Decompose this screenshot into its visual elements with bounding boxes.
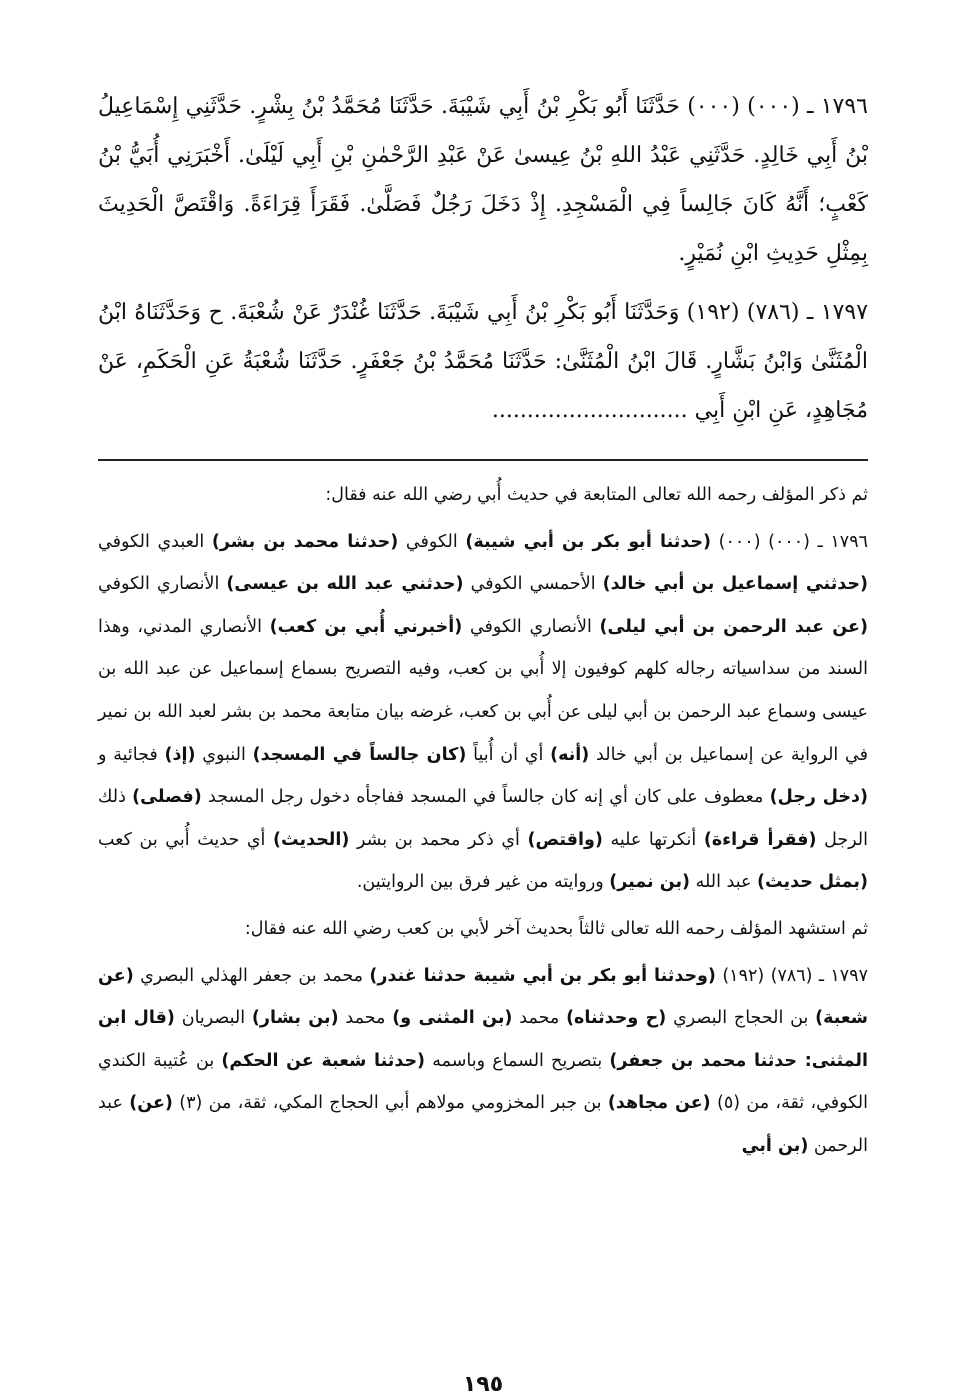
commentary-run: ذلك الرجل [98, 787, 868, 850]
emphasized-quote: (عن مجاهد) [607, 1093, 711, 1114]
emphasized-quote: (ح وحدثناه) [566, 1008, 667, 1029]
commentary-section [98, 474, 868, 1168]
commentary-run: النبوي [195, 744, 253, 765]
commentary-run: الأنصاري الكوفي [462, 616, 600, 637]
emphasized-quote: (عن) [129, 1093, 173, 1114]
commentary-paragraph-1796 [98, 521, 868, 904]
emphasized-quote: (بن نمير) [609, 872, 691, 893]
emphasized-quote: (عن عبد الرحمن بن أبي ليلى) [599, 616, 868, 637]
commentary-run: بن الحجاج البصري [666, 1008, 816, 1029]
emphasized-quote: (حدثنا محمد بن بشر) [211, 531, 399, 552]
commentary-run: البصريان [174, 1008, 252, 1029]
commentary-run: ١٧٩٦ ـ (٠٠٠) (٠٠٠) [711, 531, 868, 552]
commentary-run: أي ذكر محمد بن بشر [349, 829, 528, 850]
emphasized-quote: (وحدثنا أبو بكر بن أبي شيبة حدثنا غندر) [369, 965, 716, 986]
section-divider [98, 459, 868, 461]
emphasized-quote: (حدثني عبد الله بن عيسى) [226, 574, 464, 595]
emphasized-quote: (عن شعبة) [98, 965, 868, 1029]
commentary-run: بن جبر المخزومي مولاهم أبي الحجاج المكي، ثقة، من (٣) [172, 1093, 608, 1114]
commentary-run: وروايته من غير فرق بين الروايتين. [356, 872, 610, 893]
commentary-run: أنكرتها عليه [602, 829, 704, 850]
commentary-run: عبد الله [690, 872, 758, 893]
emphasized-quote: (أنه) [550, 744, 590, 765]
commentary-run: محمد بن جعفر الهذلي البصري [133, 965, 370, 986]
emphasized-quote: (حدثنا أبو بكر بن أبي شيبة) [465, 531, 712, 552]
commentary-paragraph-1797 [98, 955, 868, 1168]
commentary-intro-1796: ثم ذكر المؤلف رحمه الله تعالى المتابعة في حديث أُبي رضي الله عنه فقال: [325, 485, 868, 505]
commentary-run: بن عُتيبة الكندي الكوفي، ثقة، من (٥) [98, 1050, 868, 1114]
hadith-1796-text: ١٧٩٦ ـ (٠٠٠) (٠٠٠) حَدَّثَنَا أَبُو بَكْرِ بْنُ أَبِي شَيْبَةَ. حَدَّثَنَا مُحَمَّدُ بْنُ بِشْرٍ. حَدَّثَنِي إِسْمَاعِيلُ بْنُ أَبِي خَالِدٍ. حَدَّثَنِي عَبْدُ اللهِ بْنُ عِيسىٰ عَنْ عَبْدِ الرَّحْمٰنِ بْنِ أَبِي لَيْلَىٰ. أَخْبَرَنِي أُبَيُّ بْنُ كَعْبٍ؛ أَنَّهُ كَانَ جَالِساً فِي الْمَسْجِدِ. إِذْ دَخَلَ رَجُلٌ فَصَلَّىٰ. فَقَرَأَ قِرَاءَةً. وَاقْتَصَّ الْحَدِيثَ بِمِثْلِ حَدِيثِ ابْنِ نُمَيْرٍ. [98, 94, 868, 266]
commentary-run: محمد [338, 1008, 393, 1029]
emphasized-quote: (بن بشار) [251, 1008, 339, 1029]
commentary-run: العبدي الكوفي [98, 531, 212, 552]
commentary-intro-1797: ثم استشهد المؤلف رحمه الله تعالى ثالثاً بحديث آخر لأبي بن كعب رضي الله عنه فقال: [244, 918, 868, 939]
emphasized-quote: (حدثنا شعبة عن الحكم) [221, 1050, 426, 1071]
hadith-main-text [98, 82, 868, 435]
emphasized-quote: (بن أبي [741, 1135, 809, 1156]
commentary-run: الأحمسي الكوفي [463, 574, 603, 595]
emphasized-quote: (الحديث) [272, 829, 350, 850]
emphasized-quote: (بمثل حديث) [757, 872, 868, 893]
emphasized-quote: (حدثني إسماعيل بن أبي خالد) [602, 574, 868, 595]
emphasized-quote: (دخل رجل) [769, 787, 869, 808]
commentary-run: معطوف على كان أي إنه كان جالساً في المسجد ففاجأه دخول رجل المسجد [201, 787, 770, 808]
commentary-run: فجائية و [98, 744, 165, 765]
commentary-run: أي أن أُبياً [466, 744, 551, 765]
commentary-run: محمد [512, 1008, 567, 1029]
emphasized-quote: (فصلى) [132, 787, 202, 808]
commentary-run: الأنصاري الكوفي [98, 574, 227, 595]
emphasized-quote: (فقرأ قراءة) [703, 829, 817, 850]
commentary-run: الكوفي [398, 531, 466, 552]
emphasized-quote: (إذ) [164, 744, 196, 765]
commentary-run: عبد الرحمن [98, 1093, 868, 1156]
hadith-1797-text: ١٧٩٧ ـ (٧٨٦) (١٩٢) وَحَدَّثَنَا أَبُو بَكْرِ بْنُ أَبِي شَيْبَةَ. حَدَّثَنَا غُنْدَرٌ عَنْ شُعْبَةَ. ح وَحَدَّثَنَاهُ ابْنُ الْمُثَنَّىٰ وَابْنُ بَشَّارٍ. قَالَ ابْنُ الْمُثَنَّىٰ: حَدَّثَنَا مُحَمَّدُ بْنُ جَعْفَرٍ. حَدَّثَنَا شُعْبَةُ عَنِ الْحَكَمِ، عَنْ مُجَاهِدٍ، عَنِ ابْنِ أَبِي ............................ [98, 300, 869, 423]
emphasized-quote: (واقتص) [527, 829, 603, 850]
emphasized-quote: (قال ابن المثنى: حدثنا محمد بن جعفر) [98, 1008, 868, 1071]
book-page [98, 82, 869, 1397]
emphasized-quote: (بن المثنى و) [392, 1008, 513, 1029]
page-number: ١٩٥ [462, 1372, 504, 1397]
commentary-run: بتصريح السماع وباسمه [425, 1050, 610, 1071]
emphasized-quote: (كان جالساً في المسجد) [252, 744, 467, 765]
commentary-run: ١٧٩٧ ـ (٧٨٦) (١٩٢) [715, 965, 868, 986]
emphasized-quote: (أخبرني أُبي بن كعب) [269, 616, 463, 637]
commentary-run: الأنصاري المدني، وهذا السند من سداسياته رجاله كلهم كوفيون إلا أُبي بن كعب، وفيه التصريح بسماع إسماعيل عن عبد الله بن عيسى وسماع عبد الرحمن بن أبي ليلى عن أُبي بن كعب، غرضه بيان متابعة محمد بن بشر لعبد الله بن نمير في الرواية عن إسماعيل بن أبي خالد [98, 616, 869, 765]
commentary-run: أي حديث أُبي بن كعب [98, 829, 273, 850]
